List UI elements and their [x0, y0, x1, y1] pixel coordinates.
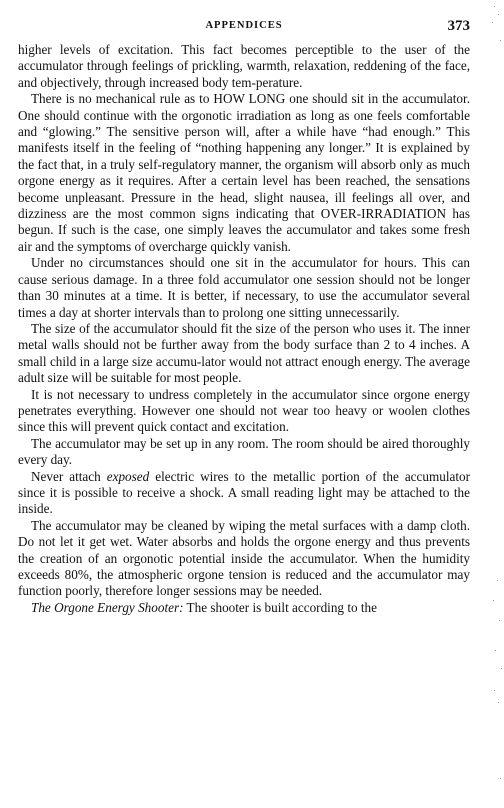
- page-number: 373: [447, 18, 470, 34]
- paragraph-text: Never attach: [31, 468, 107, 484]
- paragraph: It is not necessary to undress completely in the accumulator since orgone energy penetrates everything. However one should not wear too heavy or woolen clothes since this will prevent quick contact and excitation.: [18, 386, 470, 435]
- paragraph: [18, 469, 470, 518]
- running-head: APPENDICES: [205, 20, 283, 31]
- scan-noise: [464, 0, 504, 808]
- paragraph-text: The shooter is built according to the: [183, 599, 377, 615]
- body-text: [18, 42, 470, 616]
- paragraph: The accumulator may be set up in any room. The room should be aired thoroughly every day.: [18, 435, 470, 468]
- paragraph: The size of the accumulator should fit the size of the person who uses it. The inner metal walls should not be further away from the body surface than 2 to 4 inches. A small child in a large size accumu-lator would not attract enough energy. The average adult size will be suitable for most people.: [18, 320, 470, 386]
- paragraph: higher levels of excitation. This fact becomes perceptible to the user of the accumulator through feelings of prickling, warmth, relaxation, reddening of the face, and objectively, through increased body tem-perature.: [18, 42, 470, 90]
- page: [18, 18, 470, 616]
- emphasized-word: exposed: [106, 468, 150, 484]
- paragraph: Under no circumstances should one sit in the accumulator for hours. This can cause serious damage. In a three fold accumulator one session should not be longer than 30 minutes at a time. It is better, if necessary, to use the accumulator several times a day at shorter intervals than to prolong one sitting unnecessarily.: [18, 255, 470, 320]
- paragraph: [18, 600, 470, 616]
- paragraph-text: electric wires to the metallic portion of the accumulator since it is possible to receive a shock. A small reading light may be attached to the inside.: [18, 468, 470, 517]
- scan-speckle: [492, 6, 502, 779]
- section-run-in-heading: The Orgone Energy Shooter:: [31, 599, 184, 615]
- paragraph: The accumulator may be cleaned by wiping the metal surfaces with a damp cloth. Do not let it get wet. Water absorbs and holds the orgone energy and thus prevents the creation of an orgonotic potential inside the accumulator. When the humidity exceeds 80%, the atmospheric orgone tension is reduced and the accumulator may function poorly, therefore longer sessions may be needed.: [18, 517, 470, 599]
- paragraph: There is no mechanical rule as to HOW LONG one should sit in the accumulator. One should continue with the orgonotic irradiation as long as one feels comfortable and “glowing.” The sensitive person will, after a while have “had enough.” This manifests itself in the feeling of “nothing happening any longer.” It is explained by the fact that, in a truly self-regulatory manner, the organism will absorb only as much orgone energy as it requires. After a certain level has been reached, the sensations become unpleasant. Pressure in the head, slight nausea, ill feelings all over, and dizziness are the most common signs indicating that OVER-IRRADIATION has begun. If such is the case, one simply leaves the accumulator and takes some fresh air and the symptoms of overcharge quickly vanish.: [18, 91, 470, 254]
- page-header: [18, 18, 470, 42]
